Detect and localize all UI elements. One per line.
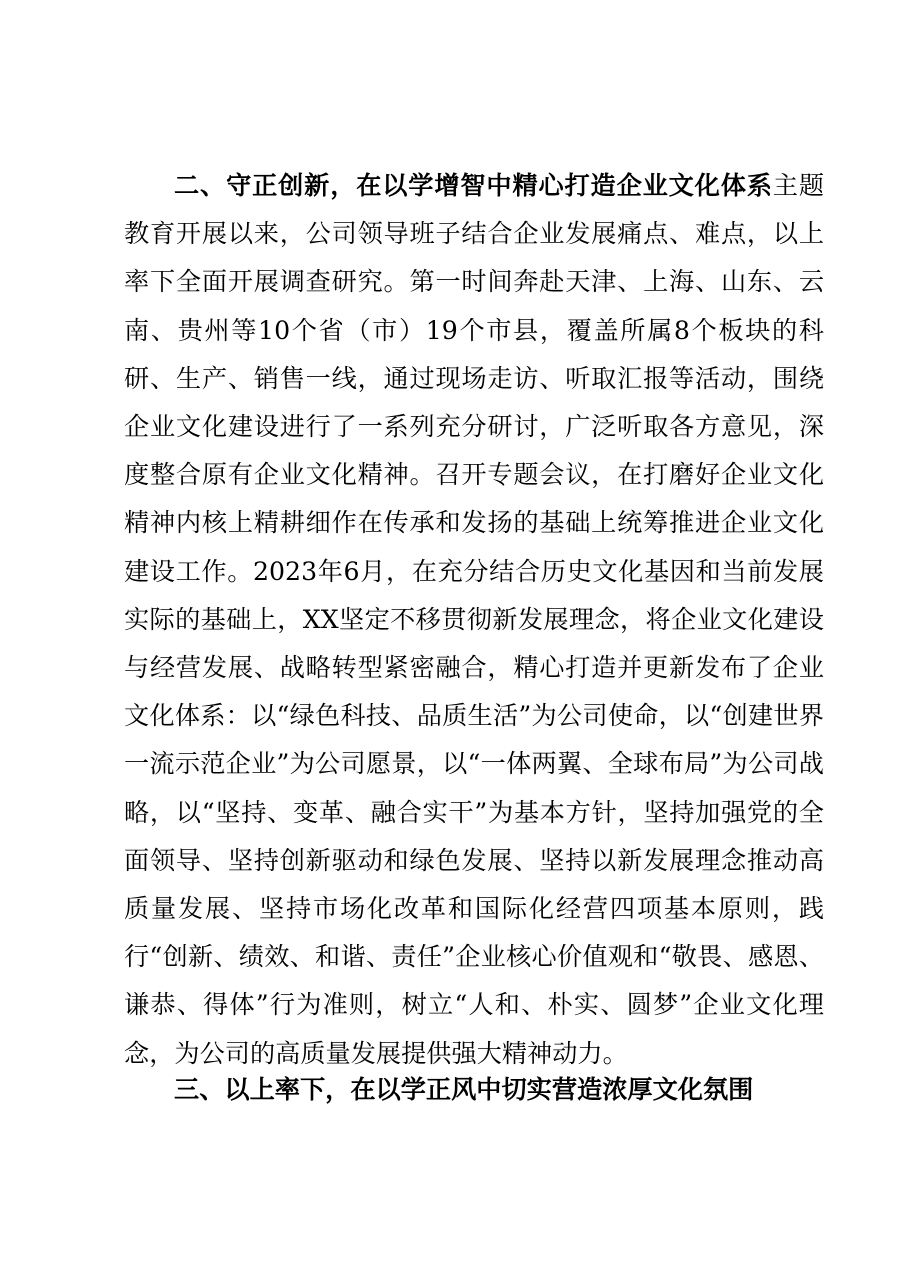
section-3-heading: 三、以上率下，在以学正风中切实营造浓厚文化氛围 [174,1075,754,1104]
section-2-heading: 二、守正创新，在以学增智中精心打造企业文化体系 [174,171,773,200]
section-2-body: 主题教育开展以来，公司领导班子结合企业发展痛点、难点，以上率下全面开展调查研究。第一时间奔赴天津、上海、山东、云南、贵州等10个省（市）19个市县，覆盖所属8个板块的科研、生产、销售一线，通过现场走访、听取汇报等活动，围绕企业文化建设进行了一系列充分研讨，广泛听取各方意见，深度整合原有企业文化精神。召开专题会议，在打磨好企业文化精神内核上精耕细作在传承和发扬的基础上统筹推进企业文化建设工作。2023年6月，在充分结合历史文化基因和当前发展实际的基础上，XX坚定不移贯彻新发展理念，将企业文化建设与经营发展、战略转型紧密融合，精心打造并更新发布了企业文化体系：以“绿色科技、品质生活”为公司使命，以“创建世界一流示范企业”为公司愿景，以“一体两翼、全球布局”为公司战略，以“坚持、变革、融合实干”为基本方针，坚持加强党的全面领导、坚持创新驱动和绿色发展、坚持以新发展理念推动高质量发展、坚持市场化改革和国际化经营四项基本原则，践行“创新、绩效、和谐、责任”企业核心价值观和“敬畏、感恩、谦恭、得体”行为准则，树立“人和、朴实、圆梦”企业文化理念，为公司的高质量发展提供强大精神动力。 [124,171,825,1068]
section-2-paragraph [124,162,824,1078]
